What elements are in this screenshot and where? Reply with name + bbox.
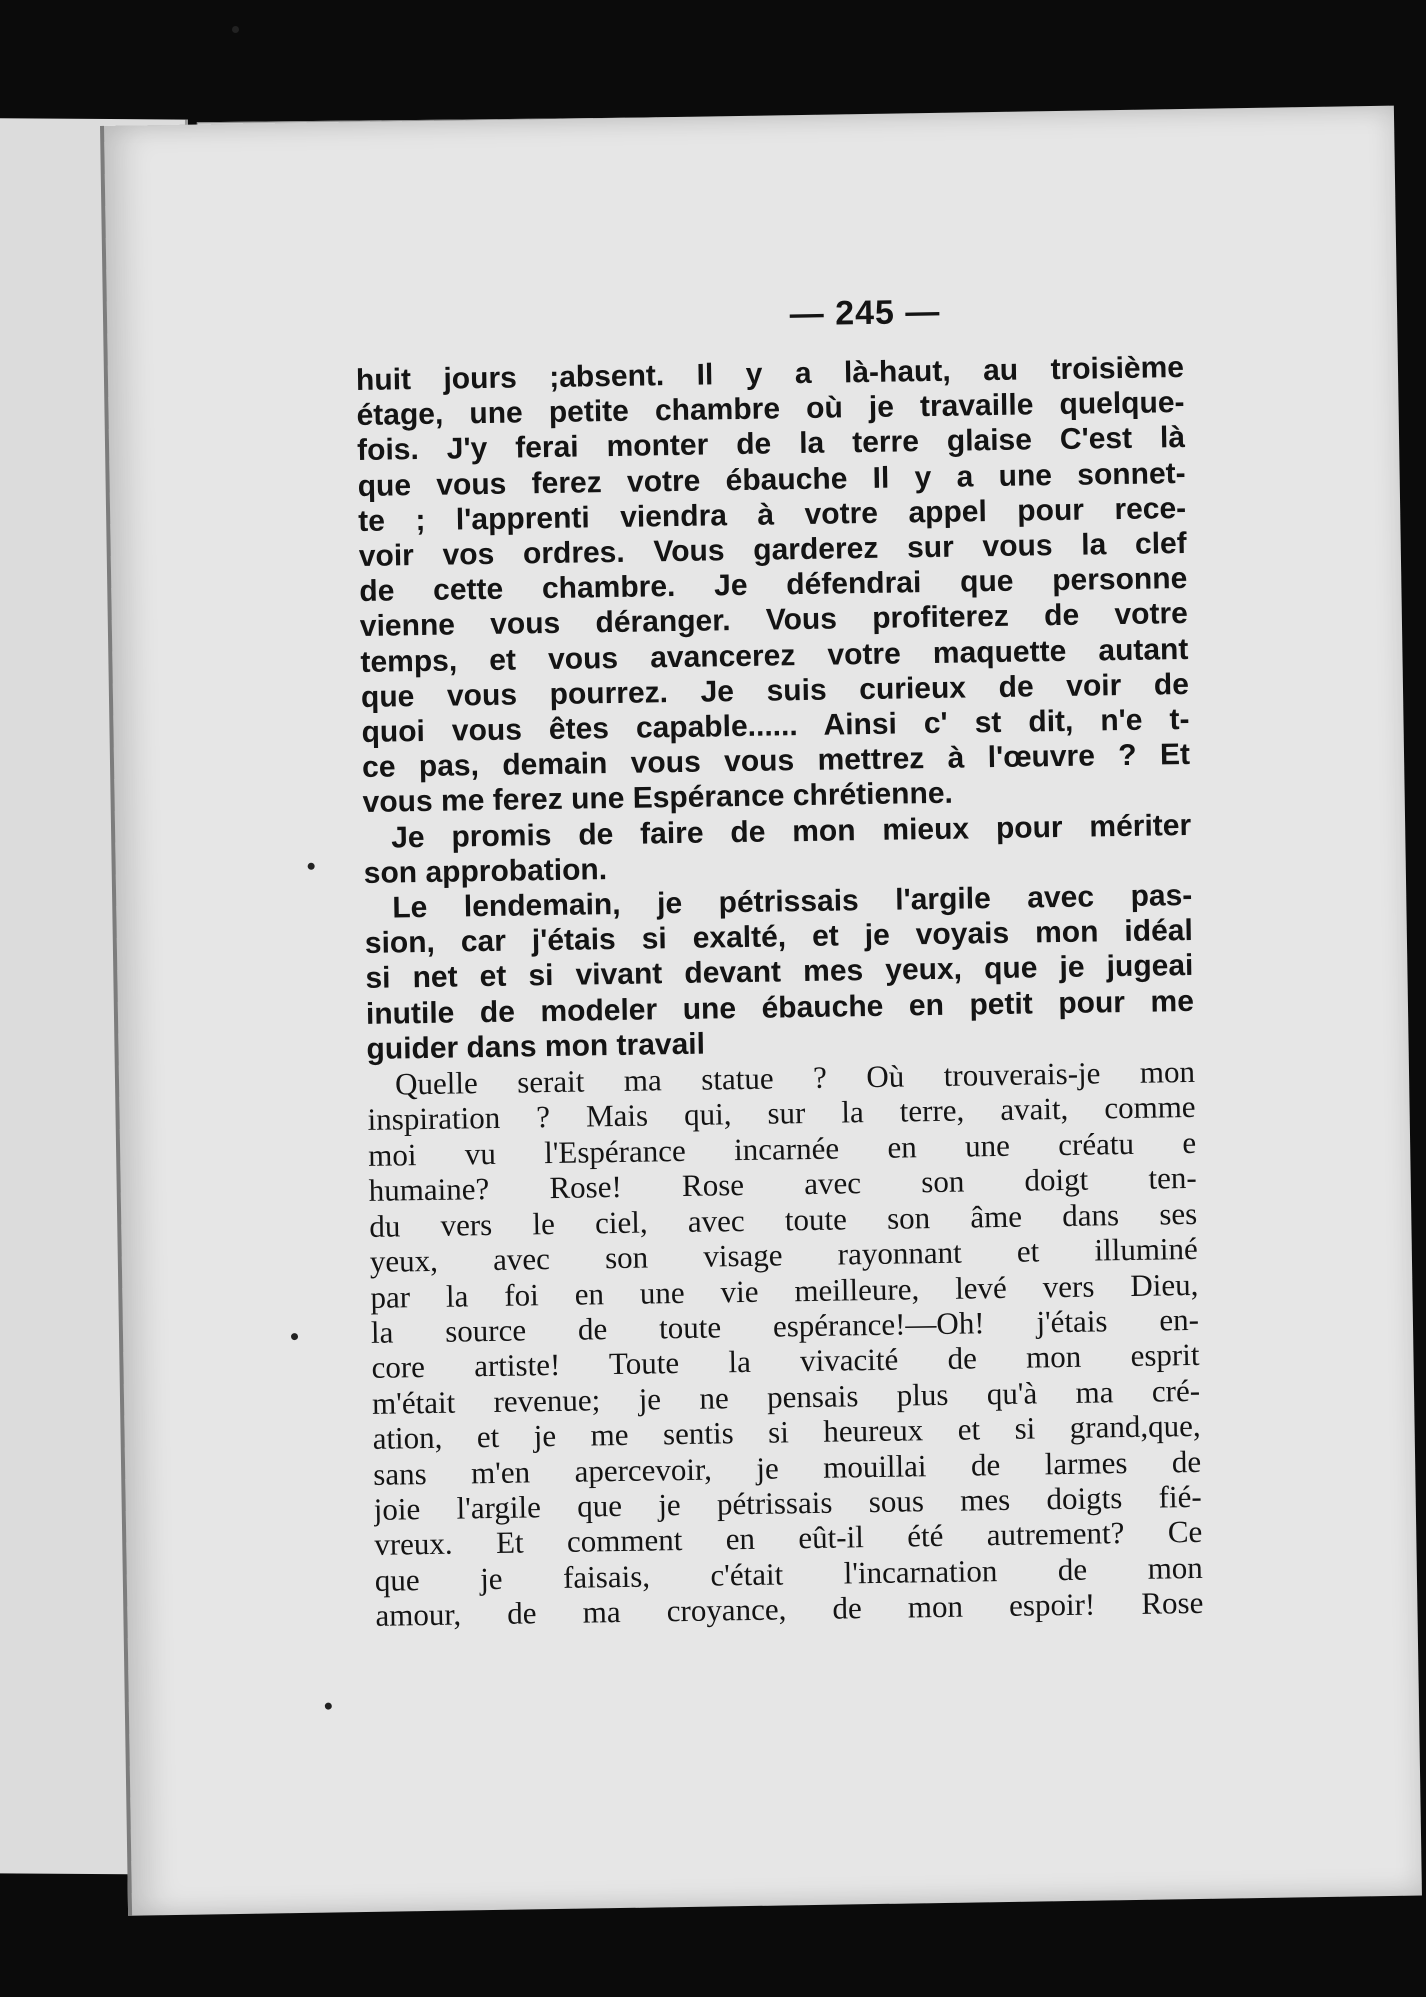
text-line: que vous ferez votre ébauche Il y a une sonnet- — [357, 456, 1186, 503]
paragraph-3 — [364, 877, 1247, 1067]
text-line: inutile de modeler une ébauche en petit pour me — [365, 984, 1195, 1031]
scan-speck — [325, 1703, 332, 1710]
text-line: fois. J'y ferai monter de la terre glaise C'est là — [356, 421, 1186, 468]
scan-speck — [291, 1333, 298, 1340]
page-number: — 245 — — [789, 292, 941, 334]
text-line: vreux. Et comment en eût-il été autrement? Ce — [374, 1514, 1203, 1563]
text-line: Je promis de faire de mon mieux pour mériter — [390, 808, 1192, 855]
text-line: Le lendemain, je pétrissais l'argile avec pas- — [392, 878, 1193, 925]
text-line: sion, car j'étais si exalté, et je voyais mon idéal — [364, 914, 1194, 961]
text-line: que vous pourrez. Je suis curieux de voir de — [360, 667, 1190, 714]
paragraph-1 — [356, 349, 1243, 820]
scan-speck — [308, 863, 315, 870]
text-line: vienne vous déranger. Vous profiterez de votre — [359, 597, 1189, 644]
text-line: la source de toute espérance!—Oh! j'étais en- — [370, 1301, 1200, 1350]
text-line: ce pas, demain vous vous mettrez à l'œuvre ? Et — [361, 738, 1191, 785]
text-line: amour, de ma croyance, de mon espoir! Rose — [375, 1585, 1204, 1634]
text-line: joie l'argile que je pétrissais sous mes doigts fié- — [373, 1478, 1202, 1527]
book-page — [100, 106, 1422, 1916]
scan-speck — [232, 26, 239, 33]
text-line: te ; l'apprenti viendra à votre appel pour rece- — [357, 491, 1187, 538]
text-line: guider dans mon travail — [366, 1027, 706, 1066]
text-line: yeux, avec son visage rayonnant et illuminé — [369, 1230, 1199, 1279]
text-line: Quelle serait ma statue ? Où trouverais-je mon — [394, 1053, 1196, 1102]
paragraph-4 — [367, 1053, 1256, 1633]
text-line: core artiste! Toute la vivacité de mon esprit — [371, 1337, 1200, 1386]
text-line: quoi vous êtes capable...... Ainsi c' st dit, n'e t- — [361, 702, 1190, 749]
text-line: voir vos ordres. Vous garderez sur vous la clef — [358, 527, 1187, 574]
text-line: vous me ferez une Espérance chrétienne. — [362, 777, 954, 820]
text-line: m'était revenue; je ne pensais plus qu'à ma cré- — [371, 1372, 1201, 1421]
page-text-block — [355, 288, 1256, 1633]
text-line: son approbation. — [363, 852, 608, 890]
text-line: moi vu l'Espérance incarnée en une créatu e — [367, 1124, 1197, 1173]
text-line: inspiration ? Mais qui, sur la terre, avait, comme — [367, 1089, 1196, 1138]
text-line: sans m'en apercevoir, je mouillai de larmes de — [372, 1443, 1202, 1492]
text-line: étage, une petite chambre où je travaille quelque- — [356, 386, 1185, 433]
text-line: par la foi en une vie meilleure, levé vers Dieu, — [370, 1266, 1199, 1315]
text-line: humaine? Rose! Rose avec son doigt ten- — [368, 1160, 1197, 1209]
text-line: huit jours ;absent. Il y a là-haut, au troisième — [355, 351, 1185, 398]
text-line: ation, et je me sentis si heureux et si grand,que, — [372, 1408, 1201, 1457]
text-line: si net et si vivant devant mes yeux, que je jugeai — [365, 949, 1194, 996]
text-line: de cette chambre. Je défendrai que personne — [359, 562, 1188, 609]
text-line: que je faisais, c'était l'incarnation de mon — [374, 1549, 1204, 1598]
text-line: du vers le ciel, avec toute son âme dans ses — [369, 1195, 1198, 1244]
text-line: temps, et vous avancerez votre maquette autant — [360, 632, 1189, 679]
